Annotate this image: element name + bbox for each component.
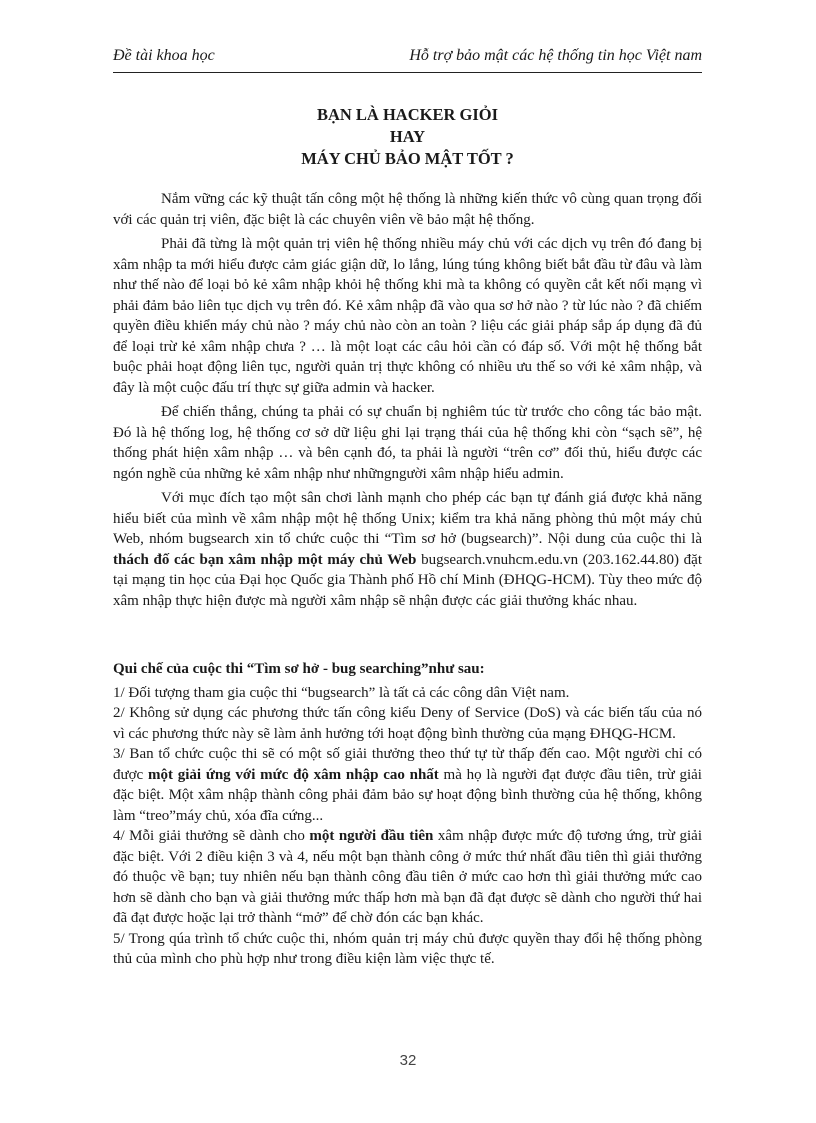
header-left: Đề tài khoa học — [113, 47, 215, 64]
rule-4 — [113, 826, 702, 929]
page-number: 32 — [399, 1052, 417, 1069]
rule-3-text-c: mà họ là người đạt được đầu tiên, trừ giải đặc biệt. Một xâm nhập thành công phải đảm bảo sự hoạt động bình thường của hệ thống, không làm “treo”máy chủ, xóa đĩa cứng... — [113, 766, 702, 824]
rule-4-text-c: xâm nhập được mức độ tương ứng, trừ giải đặc biệt. Với 2 điều kiện 3 và 4, nếu một bạn thành công ở mức thứ nhất đầu tiên thì giải thưởng đó thuộc về bạn; tuy nhiên nếu bạn thành công đầu tiên ở mức cao hơn thì giải thưởng mức cao hơn sẽ dành cho bạn và giải thưởng mức thấp hơn mà bạn đã đạt được sẽ dành cho người thứ hai đã đạt được hoặc lại trở thành “mở” để chờ đón các bạn khác. — [113, 828, 702, 926]
rule-2: 2/ Không sử dụng các phương thức tấn công kiểu Deny of Service (DoS) và các biến tấu của nó vì các phương thức này sẽ làm ảnh hưởng tới hoạt động bình thường của mạng ĐHQG-HCM. — [113, 705, 702, 742]
header-right: Hỗ trợ bảo mật các hệ thống tin học Việt nam — [409, 47, 702, 64]
intro-p4-text-c: bugsearch.vnuhcm.edu.vn (203.162.44.80) đặt tại mạng tin học của Đại học Quốc gia Thành phố Hồ chí Minh (ĐHQG-HCM). Tùy theo mức độ xâm nhập thực hiện được mà người xâm nhập sẽ nhận được các giải thưởng khác nhau. — [113, 551, 702, 609]
rules-section — [113, 659, 702, 970]
rules-title: Qui chế của cuộc thi “Tìm sơ hở - bug searching”như sau: — [113, 661, 485, 677]
intro-paragraph-3: Để chiến thắng, chúng ta phải có sự chuẩn bị nghiêm túc từ trước cho công tác bảo mật. Đó là hệ thống log, hệ thống cơ sở dữ liệu ghi lại trạng thái của hệ thống khi còn “sạch sẽ”, hệ thống phát hiện xâm nhập … và bên cạnh đó, ta phải là người “trên cơ” đối thủ, hiểu được các ngón nghề của những kẻ xâm nhập như nhữngngười xâm nhập hiểu admin. — [113, 404, 702, 482]
rule-5: 5/ Trong qúa trình tổ chức cuộc thi, nhóm quản trị máy chủ được quyền thay đổi hệ thống phòng thủ của mình cho phù hợp như trong điều kiện làm việc thực tế. — [113, 930, 702, 967]
intro-paragraph-4 — [113, 488, 702, 611]
intro-section — [113, 189, 702, 615]
rule-1: 1/ Đối tượng tham gia cuộc thi “bugsearch” là tất cả các công dân Việt nam. — [113, 684, 570, 701]
rule-3-emphasis: một giải ứng với mức độ xâm nhập cao nhất — [147, 766, 439, 783]
intro-p4-emphasis: thách đố các bạn xâm nhập một máy chủ Web — [113, 551, 417, 568]
page-title — [113, 104, 702, 170]
rule-4-text-a: 4/ Mỗi giải thưởng sẽ dành cho — [113, 828, 310, 844]
title-line-2: HAY — [389, 127, 426, 146]
intro-paragraph-1: Nắm vững các kỹ thuật tấn công một hệ thống là những kiến thức vô cùng quan trọng đối với các quản trị viên, đặc biệt là các chuyên viên về bảo mật hệ thống. — [113, 191, 702, 228]
title-line-1: BẠN LÀ HACKER GIỎI — [316, 105, 499, 124]
title-line-3: MÁY CHỦ BẢO MẬT TỐT ? — [301, 149, 514, 168]
header-rule — [113, 72, 702, 73]
rule-3 — [113, 744, 702, 826]
intro-p4-text-a: Với mục đích tạo một sân chơi lành mạnh cho phép các bạn tự đánh giá được khả năng hiểu biết của mình về xâm nhập một hệ thống Unix; kiểm tra khả năng phòng thủ một máy chủ Web, nhóm bugsearch xin tổ chức cuộc thi “Tìm sơ hở (bugsearch)”. Nội dung của cuộc thi là — [113, 490, 702, 547]
rule-3-text-a: 3/ Ban tổ chức cuộc thi sẽ có một số giải thưởng theo thứ tự từ thấp đến cao. Một người chỉ có được — [113, 746, 702, 783]
intro-paragraph-2: Phải đã từng là một quản trị viên hệ thống nhiều máy chủ với các dịch vụ trên đó đang bị xâm nhập ta mới hiểu được cảm giác giận dữ, lo lắng, lúng túng không biết bắt đầu từ đâu và làm như thế nào để loại bỏ kẻ xâm nhập khỏi hệ thống khi mà ta không có quyền cắt kết nối mạng vì phải đảm bảo liên tục dịch vụ trên đó. Kẻ xâm nhập đã vào qua sơ hở nào ? từ lúc nào ? đã chiếm quyền điều khiển máy chủ nào ? máy chủ nào còn an toàn ? liệu các giải pháp sắp áp dụng đã đủ để loại trừ kẻ xâm nhập chưa ? … là một loạt các câu hỏi cần có đáp số. Với một hệ thống bắt buộc phải hoạt động liên tục, người quản trị thực không có nhiều ưu thế so với kẻ xâm nhập, và đây là một cuộc đấu trí thực sự giữa admin và hacker. — [113, 236, 702, 396]
rule-4-emphasis: một người đầu tiên — [309, 828, 434, 844]
